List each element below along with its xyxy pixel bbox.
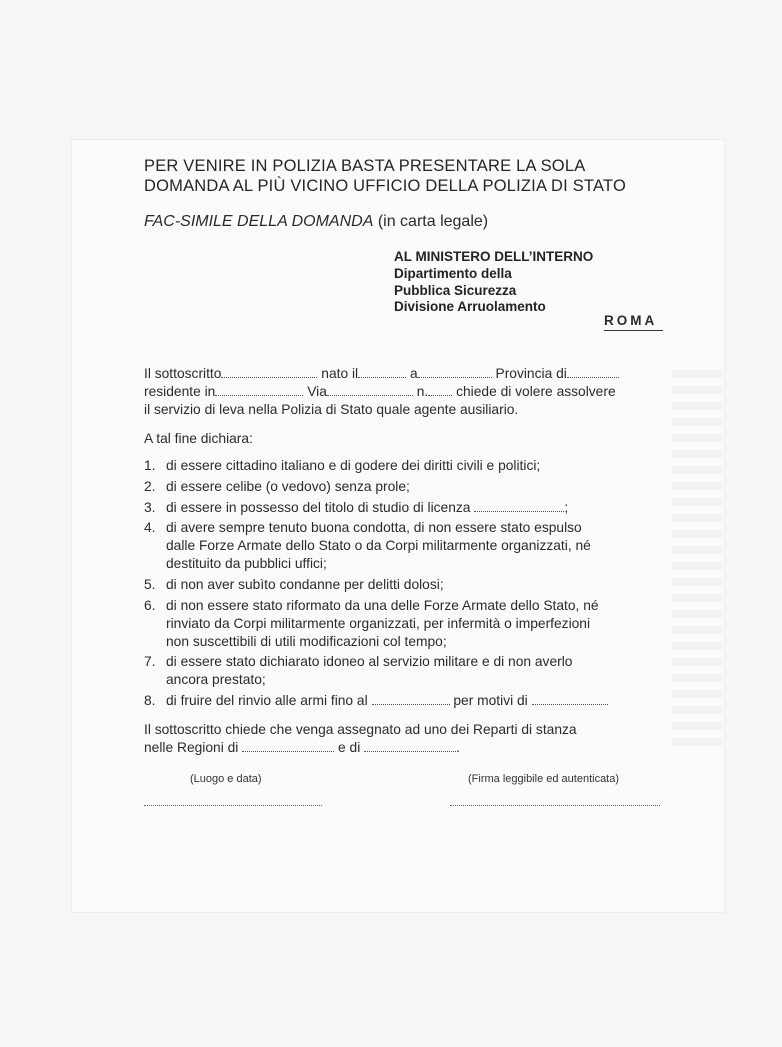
name-field[interactable] xyxy=(221,367,317,378)
motivi-field[interactable] xyxy=(532,694,608,705)
declare-heading: A tal fine dichiara: xyxy=(144,431,253,446)
item-6-text-a: di non essere stato riformato da una delle Forze Armate dello Stato, né xyxy=(166,598,599,613)
item-5-text: di non aver subìto condanne per delitti dolosi; xyxy=(166,577,444,592)
numero-label: n. xyxy=(416,384,429,399)
residente-label: residente in xyxy=(144,384,216,399)
address-line-1: AL MINISTERO DELL’INTERNO xyxy=(394,249,594,264)
place-date-line[interactable] xyxy=(144,805,322,806)
address-line-3: Pubblica Sicurezza xyxy=(394,283,517,298)
place-date-label: (Luogo e data) xyxy=(190,773,262,785)
item-4-cont-2: destituito da pubblici uffici; xyxy=(166,556,327,571)
item-4 xyxy=(144,520,582,535)
item-5-number: 5. xyxy=(144,577,156,592)
item-8 xyxy=(144,693,608,708)
residence-field[interactable] xyxy=(215,385,303,396)
item-6-number: 6. xyxy=(144,598,156,613)
birth-date-field[interactable] xyxy=(358,367,406,378)
fac-simile-title xyxy=(144,213,488,231)
item-1 xyxy=(144,458,540,473)
via-label: Via xyxy=(307,384,327,399)
address-line-2: Dipartimento della xyxy=(394,266,512,281)
licenza-field[interactable] xyxy=(474,501,564,512)
region-1-field[interactable] xyxy=(242,741,334,752)
item-2 xyxy=(144,479,410,494)
show-through-text xyxy=(672,370,722,750)
heading-line-2: DOMANDA AL PIÙ VICINO UFFICIO DELLA POLIZIA DI STATO xyxy=(144,177,626,195)
item-7-cont: ancora prestato; xyxy=(166,672,266,687)
item-3-text: di essere in possesso del titolo di studio di licenza xyxy=(166,500,471,515)
item-4-text-a: di avere sempre tenuto buona condotta, di non essere stato espulso xyxy=(166,520,582,535)
intro-line-2 xyxy=(144,384,616,399)
item-6-cont-1: rinviato da Corpi militarmente organizzati, per infermità o imperfezioni xyxy=(166,616,591,631)
item-1-number: 1. xyxy=(144,458,156,473)
street-number-field[interactable] xyxy=(428,385,452,396)
item-8-text-b: per motivi di xyxy=(453,693,528,708)
item-1-text: di essere cittadino italiano e di godere dei diritti civili e politici; xyxy=(166,458,541,473)
item-4-number: 4. xyxy=(144,520,156,535)
region-2-field[interactable] xyxy=(364,741,456,752)
item-2-text: di essere celibe (o vedovo) senza prole; xyxy=(166,479,410,494)
address-line-4: Divisione Arruolamento xyxy=(394,299,546,314)
heading-line-1: PER VENIRE IN POLIZIA BASTA PRESENTARE LA SOLA xyxy=(144,157,586,175)
e-di-label: e di xyxy=(338,740,361,755)
item-2-number: 2. xyxy=(144,479,156,494)
province-field[interactable] xyxy=(567,367,619,378)
item-3-end: ; xyxy=(564,500,569,515)
item-8-text-a: di fruire del rinvio alle armi fino al xyxy=(166,693,368,708)
closing-line-1: Il sottoscritto chiede che venga assegnato ad uno dei Reparti di stanza xyxy=(144,722,577,737)
a-label: a xyxy=(409,366,418,381)
item-3-number: 3. xyxy=(144,500,156,515)
chiede-label: chiede di volere assolvere xyxy=(456,384,616,399)
birth-place-field[interactable] xyxy=(418,367,492,378)
item-6 xyxy=(144,598,599,613)
regioni-label: nelle Regioni di xyxy=(144,740,239,755)
street-field[interactable] xyxy=(327,385,413,396)
item-8-number: 8. xyxy=(144,693,156,708)
closing-line-2 xyxy=(144,740,460,755)
item-4-cont-1: dalle Forze Armate dello Stato o da Corpi militarmente organizzati, né xyxy=(166,538,591,553)
fac-simile-note: (in carta legale) xyxy=(373,213,489,230)
fac-simile-italic: FAC-SIMILE DELLA DOMANDA xyxy=(144,213,374,230)
intro-line-3: il servizio di leva nella Polizia di Stato quale agente ausiliario. xyxy=(144,402,519,417)
address-city: ROMA xyxy=(604,313,663,331)
item-3 xyxy=(144,500,568,515)
signature-line[interactable] xyxy=(450,805,660,806)
sottoscritto-label: Il sottoscritto xyxy=(144,366,222,381)
item-7-text-a: di essere stato dichiarato idoneo al servizio militare e di non averlo xyxy=(166,654,573,669)
item-5 xyxy=(144,577,444,592)
provincia-label: Provincia di xyxy=(495,366,567,381)
item-7-number: 7. xyxy=(144,654,156,669)
rinvio-date-field[interactable] xyxy=(372,694,450,705)
nato-label: nato il xyxy=(321,366,359,381)
intro-line-1 xyxy=(144,366,619,381)
item-6-cont-2: non suscettibili di utili modificazioni col tempo; xyxy=(166,634,447,649)
form-sheet xyxy=(72,140,724,912)
signature-label: (Firma leggibile ed autenticata) xyxy=(468,773,620,785)
closing-end: . xyxy=(456,740,460,755)
item-7 xyxy=(144,654,572,669)
